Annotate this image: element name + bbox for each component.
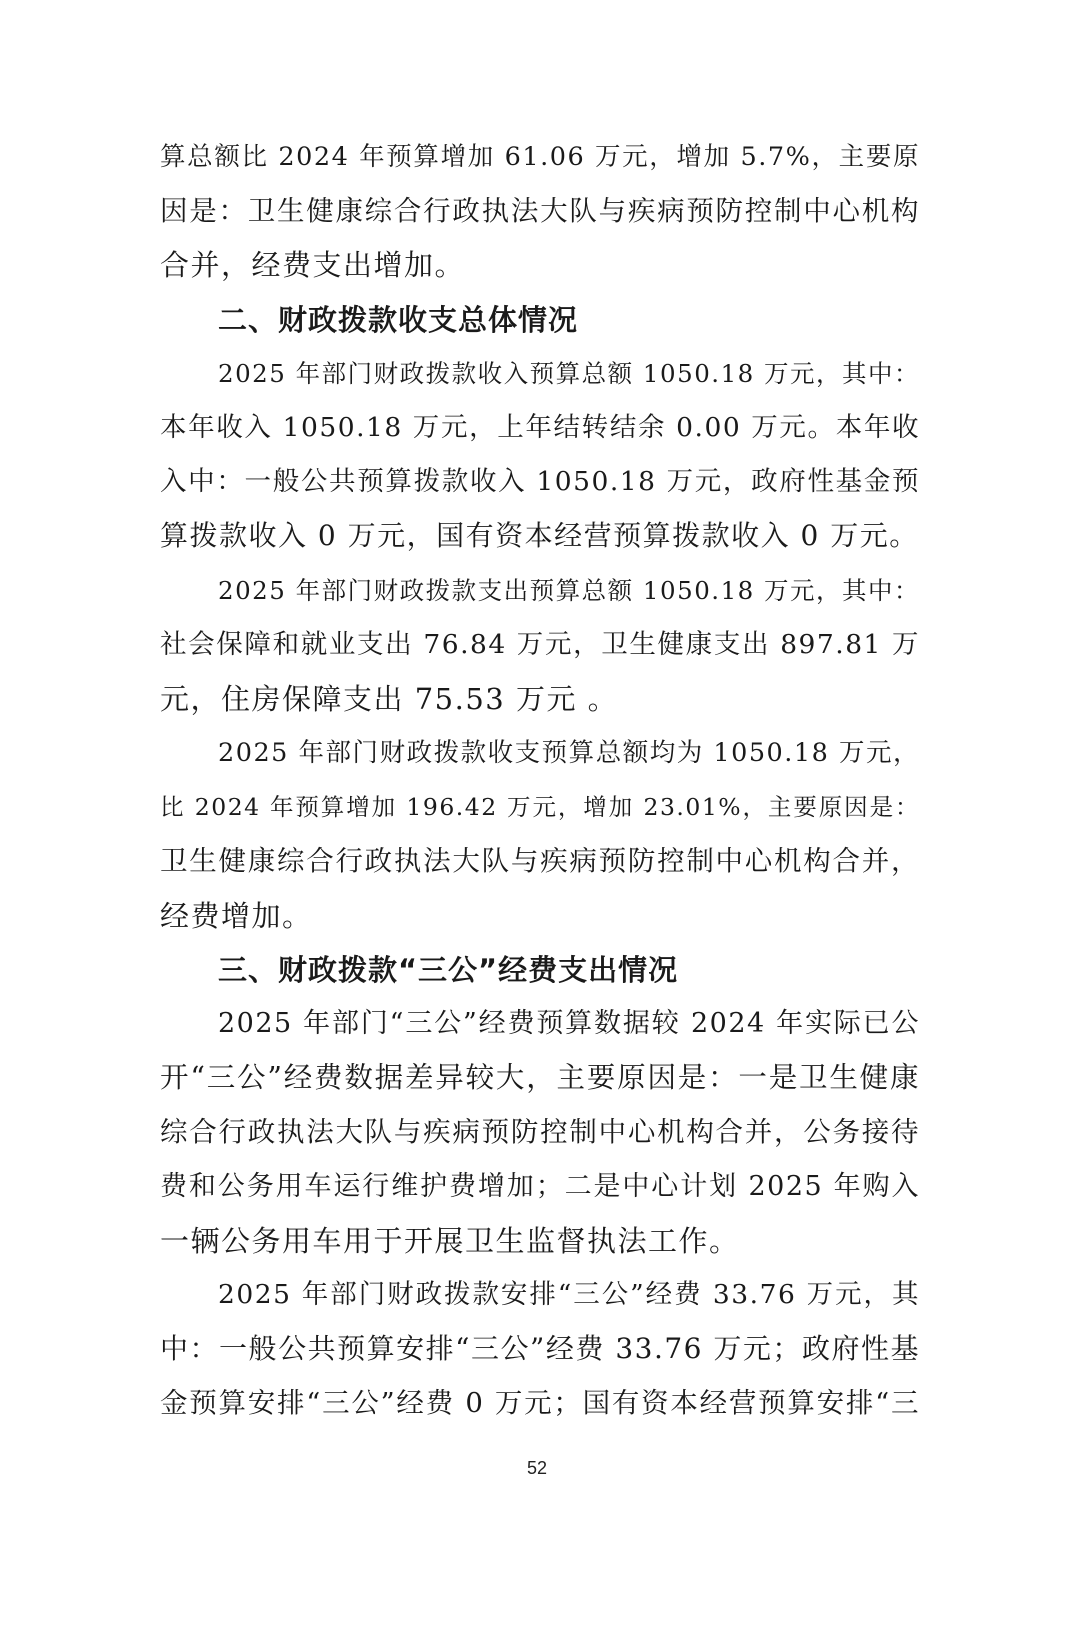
text-line: 2025 年部门财政拨款收支预算总额均为 1050.18 万元， [218, 738, 920, 769]
text-line: 合并，经费支出增加。 [160, 248, 466, 283]
text-line: 中：一般公共预算安排“三公”经费 33.76 万元；政府性基 [160, 1332, 920, 1366]
text-line: 2025 年部门财政拨款收入预算总额 1050.18 万元，其中： [218, 358, 920, 388]
text-line: 因是：卫生健康综合行政执法大队与疾病预防控制中心机构 [160, 195, 920, 228]
text-line: 卫生健康综合行政执法大队与疾病预防控制中心机构合并， [160, 845, 920, 878]
text-line: 金预算安排“三公”经费 0 万元；国有资本经营预算安排“三 [160, 1387, 920, 1420]
text-line: 元，住房保障支出 75.53 万元 。 [160, 681, 619, 716]
text-line: 2025 年部门财政拨款支出预算总额 1050.18 万元，其中： [218, 575, 920, 605]
text-line: 本年收入 1050.18 万元，上年结转结余 0.00 万元。本年收 [160, 411, 920, 443]
text-line: 综合行政执法大队与疾病预防控制中心机构合并，公务接待 [160, 1116, 920, 1149]
text-line: 费和公务用车运行维护费增加；二是中心计划 2025 年购入 [160, 1170, 920, 1202]
text-line: 比 2024 年预算增加 196.42 万元，增加 23.01%，主要原因是： [160, 793, 920, 822]
text-line: 入中：一般公共预算拨款收入 1050.18 万元，政府性基金预 [160, 466, 920, 498]
text-line: 2025 年部门“三公”经费预算数据较 2024 年实际已公 [218, 1008, 920, 1039]
text-line: 社会保障和就业支出 76.84 万元，卫生健康支出 897.81 万 [160, 628, 920, 660]
text-line: 算总额比 2024 年预算增加 61.06 万元，增加 5.7%，主要原 [160, 142, 920, 172]
text-line: 经费增加。 [160, 898, 313, 933]
section-heading: 三、财政拨款“三公”经费支出情况 [218, 952, 679, 987]
text-line: 一辆公务用车用于开展卫生监督执法工作。 [160, 1223, 740, 1258]
page-number: 52 [526, 1458, 548, 1478]
section-heading: 二、财政拨款收支总体情况 [218, 302, 579, 337]
text-line: 算拨款收入 0 万元，国有资本经营预算拨款收入 0 万元。 [160, 519, 919, 553]
text-line: 2025 年部门财政拨款安排“三公”经费 33.76 万元，其 [218, 1278, 920, 1310]
document-body [160, 130, 920, 1431]
text-line: 开“三公”经费数据差异较大，主要原因是：一是卫生健康 [160, 1061, 920, 1095]
